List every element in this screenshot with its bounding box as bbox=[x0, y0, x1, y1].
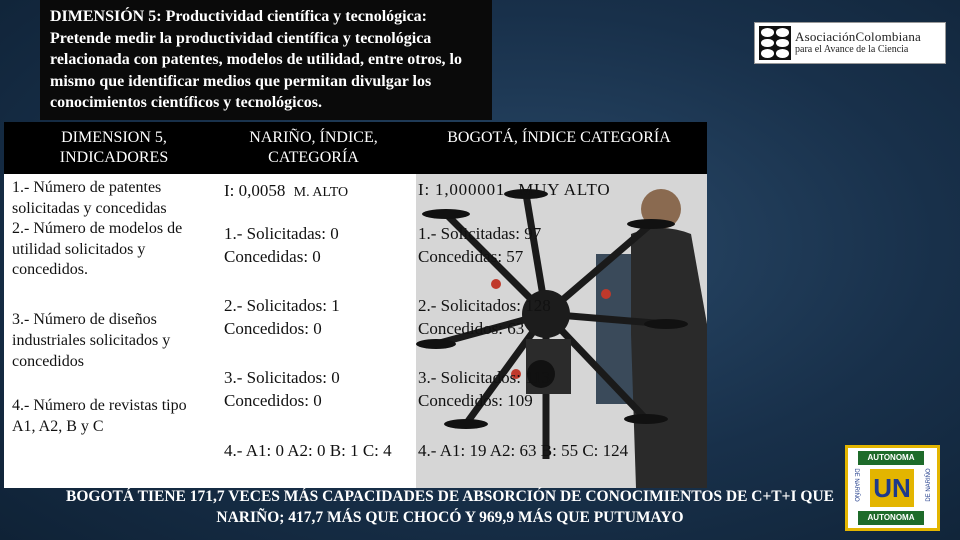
table-header bbox=[4, 122, 707, 174]
indicator-3: 3.- Número de diseños industriales solicitados y concedidos bbox=[12, 311, 171, 370]
logo-un-left-text: DE NARIÑO bbox=[853, 468, 859, 502]
footer-summary: BOGOTÁ TIENE 171,7 VECES MÁS CAPACIDADES DE ABSORCIÓN DE CONOCIMIENTOS DE C+T+I QUE NARIÑO; 417,7 MÁS QUE CHOCÓ Y 969,9 MÁS QUE PUTUMAYO bbox=[66, 488, 834, 526]
narino-value-4: 4.- A1: 0 A2: 0 B: 1 C: 4 bbox=[224, 441, 392, 460]
narino-category: M. ALTO bbox=[293, 185, 349, 200]
header-bogota: BOGOTÁ, ÍNDICE CATEGORÍA bbox=[447, 129, 671, 146]
header-narino: NARIÑO, ÍNDICE, CATEGORÍA bbox=[249, 129, 378, 166]
indicator-1: 1.- Número de patentes solicitadas y concedidas bbox=[12, 179, 167, 217]
logo-un-right-text: DE NARIÑO bbox=[926, 468, 932, 502]
bogota-value-4: 4.- A1: 19 A2: 63 B: 55 C: 124 bbox=[418, 441, 629, 460]
indicators-table bbox=[4, 122, 707, 488]
bogota-index-value: I: 1,000001 bbox=[418, 180, 506, 199]
narino-value-1: 1.- Solicitadas: 0 Concedidas: 0 bbox=[224, 224, 339, 266]
bogota-category: MUY ALTO bbox=[518, 180, 611, 199]
narino-index bbox=[224, 180, 414, 204]
indicator-4: 4.- Número de revistas tipo A1, A2, B y C bbox=[12, 397, 187, 435]
narino-index-value: I: 0,0058 bbox=[224, 181, 286, 200]
logo-line-1: AsociaciónColombiana bbox=[795, 29, 922, 44]
logo-un-bottom: AUTONOMA bbox=[858, 511, 924, 525]
narino-value-2: 2.- Solicitados: 1 Concedidos: 0 bbox=[224, 296, 340, 338]
bogota-value-3: 3.- Solicitados: 113 Concedidos: 109 bbox=[418, 368, 551, 410]
logo-dots-icon bbox=[759, 26, 791, 60]
logo-un-top: AUTONOMA bbox=[858, 451, 924, 465]
slide-title: DIMENSIÓN 5: Productividad científica y tecnológica: Pretende medir la productividad científica y tecnológica relacionada con patentes, modelos de utilidad, entre otros, lo mismo que identificar medios que permitan divulgar los conocimientos científicos y tecnológicos. bbox=[40, 0, 492, 120]
bogota-index bbox=[418, 179, 707, 201]
bogota-value-2: 2.- Solicitados: 128 Concedidos: 63 bbox=[418, 296, 551, 338]
bogota-value-1: 1.- Solicitadas: 97 Concedidas: 57 bbox=[418, 224, 542, 266]
indicator-2: 2.- Número de modelos de utilidad solicitados y concedidos. bbox=[12, 220, 183, 278]
asociacion-colombiana-logo bbox=[754, 22, 946, 64]
header-indicators: DIMENSION 5, INDICADORES bbox=[59, 129, 169, 166]
logo-line-2: para el Avance de la Ciencia bbox=[795, 44, 909, 55]
universidad-autonoma-logo bbox=[845, 445, 940, 531]
logo-un-mark: UN bbox=[870, 469, 914, 507]
narino-value-3: 3.- Solicitados: 0 Concedidos: 0 bbox=[224, 368, 340, 410]
